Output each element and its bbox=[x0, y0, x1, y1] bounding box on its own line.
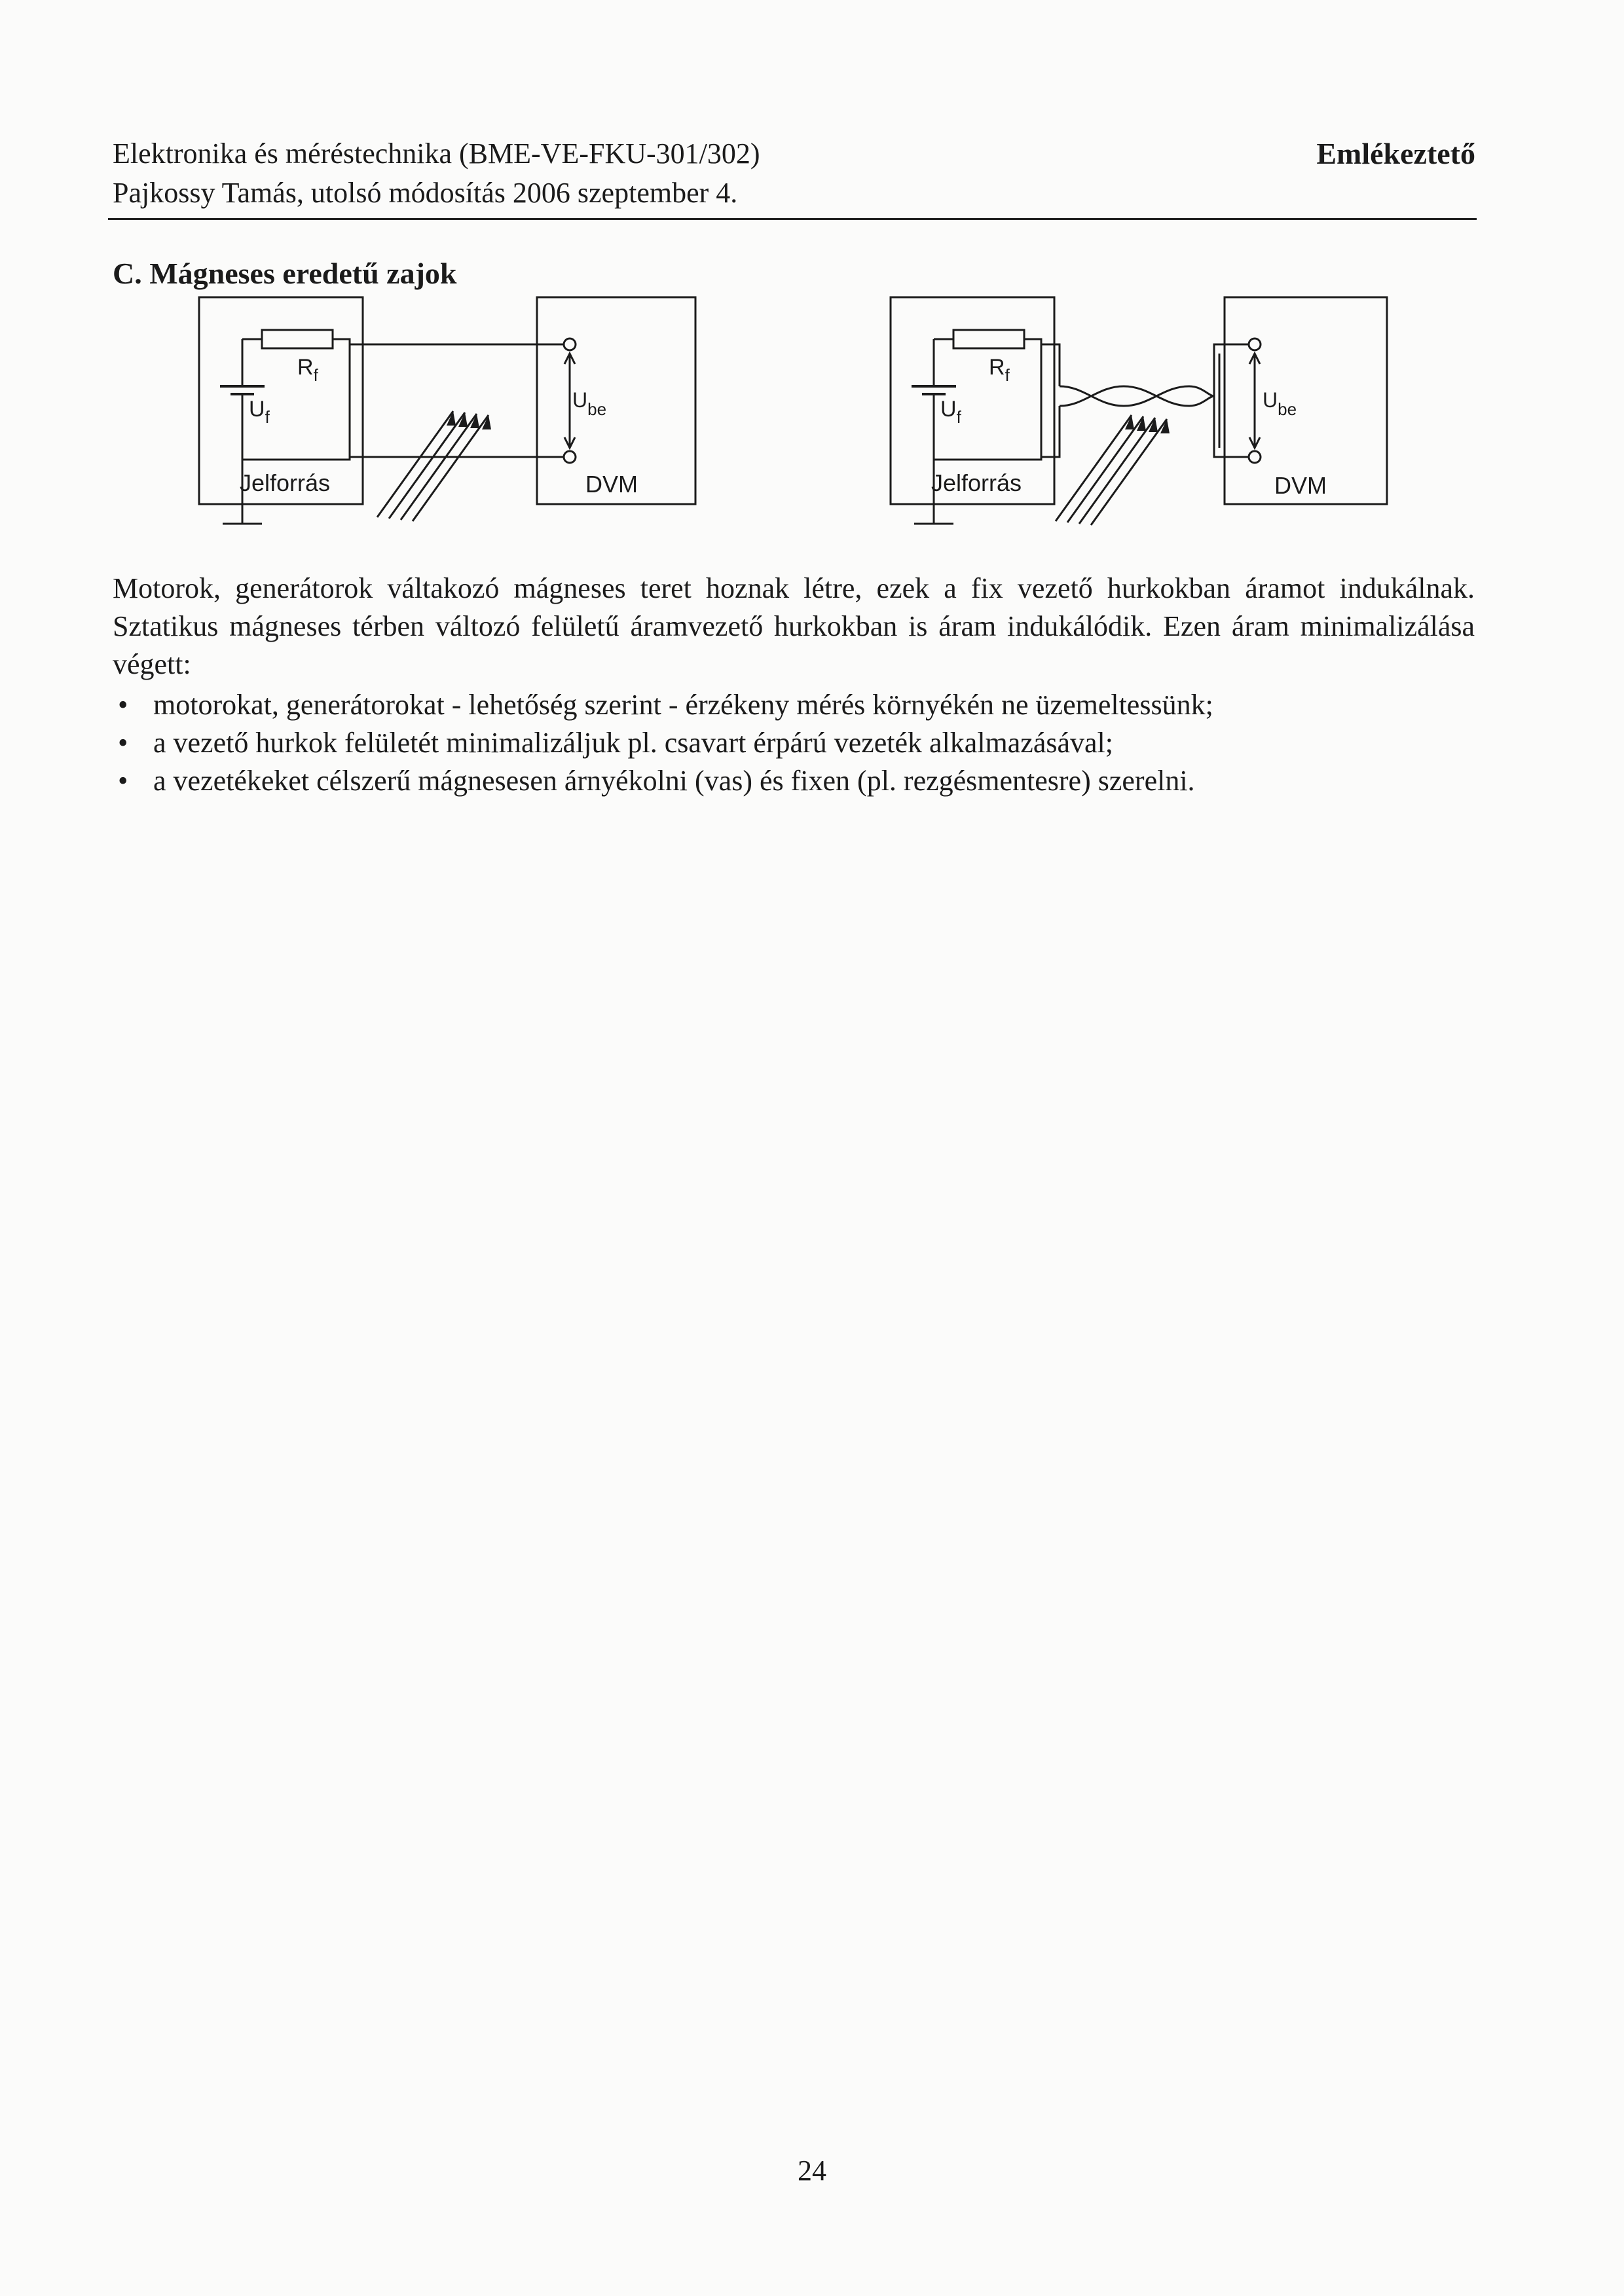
list-item-text: a vezető hurkok felületét minimalizáljuk pl. csavart érpárú vezeték alkalmazásával; bbox=[153, 727, 1113, 759]
circuit-diagram-open-loop bbox=[196, 288, 707, 537]
header-divider bbox=[108, 218, 1477, 220]
resistor-rf bbox=[262, 330, 333, 348]
resistor-label: $R_f$ bbox=[989, 355, 1010, 385]
list-item-text: motorokat, generátorokat - lehetőség szerint - érzékeny mérés környékén ne üzemeltessünk; bbox=[153, 689, 1213, 721]
list-item bbox=[113, 724, 1475, 762]
source-label: Jelforrás bbox=[240, 469, 331, 496]
bullet-icon: • bbox=[118, 765, 128, 797]
source-voltage-label: $U_f$ bbox=[249, 397, 270, 427]
resistor-rf bbox=[953, 330, 1024, 348]
bullet-icon: • bbox=[118, 727, 128, 759]
body-paragraph: Motorok, generátorok váltakozó mágneses teret hoznak létre, ezek a fix vezető hurkokban áramot indukálnak. Sztatikus mágneses térben változó felületű áramvezető hurkokban is áram indukálódik. Ezen áram minimalizálása végett: bbox=[113, 572, 1475, 680]
source-voltage-label: $U_f$ bbox=[940, 397, 961, 427]
input-voltage-label: $U_{be}$ bbox=[572, 388, 607, 419]
input-voltage-label: $U_{be}$ bbox=[1263, 388, 1297, 419]
source-label: Jelforrás bbox=[931, 469, 1022, 496]
header-course: Elektronika és méréstechnika (BME-VE-FKU-301/302) bbox=[113, 137, 760, 170]
page-number: 24 bbox=[798, 2155, 826, 2187]
dvm-label: DVM bbox=[1274, 472, 1327, 499]
resistor-label: $R_f$ bbox=[297, 355, 318, 385]
bullet-list bbox=[113, 686, 1475, 800]
dvm-label: DVM bbox=[585, 471, 638, 498]
section-title: C. Mágneses eredetű zajok bbox=[113, 257, 457, 290]
bullet-icon: • bbox=[118, 689, 128, 721]
list-item bbox=[113, 762, 1475, 800]
list-item-text: a vezetékeket célszerű mágnesesen árnyékolni (vas) és fixen (pl. rezgésmentesre) szerelni. bbox=[153, 765, 1195, 797]
header-doc-type: Emlékeztető bbox=[1316, 137, 1475, 170]
list-item bbox=[113, 686, 1475, 724]
circuit-diagram-twisted-pair bbox=[888, 288, 1399, 537]
header-author-line: Pajkossy Tamás, utolsó módosítás 2006 szeptember 4. bbox=[113, 177, 738, 209]
